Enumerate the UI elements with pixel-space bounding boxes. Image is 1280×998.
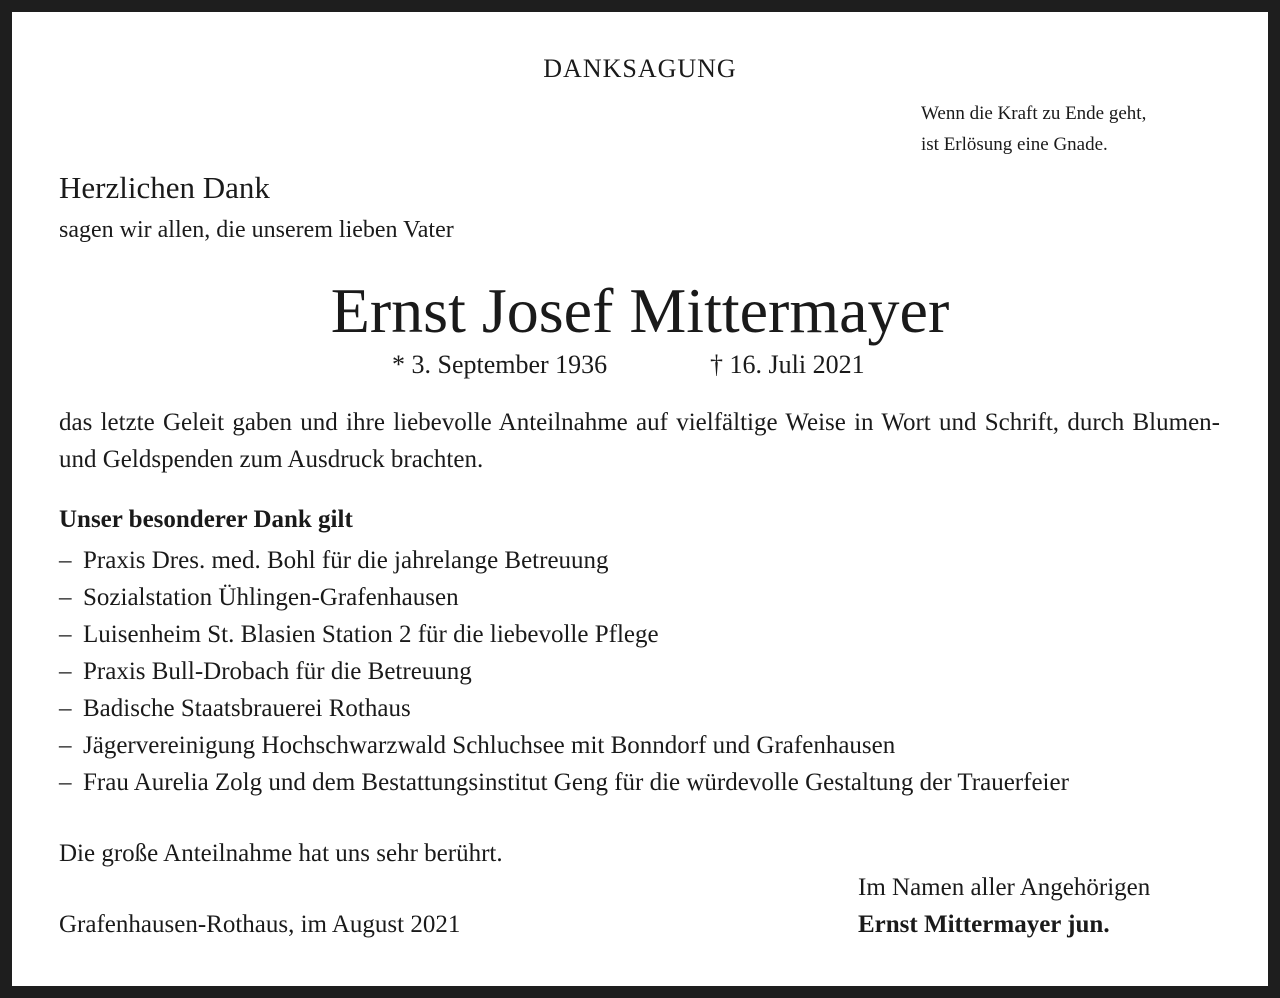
- signoff-line: Im Namen aller Angehörigen: [858, 874, 1151, 901]
- deceased-name: Ernst Josef Mittermayer: [330, 275, 950, 346]
- special-thanks-list: [59, 542, 1220, 801]
- birth-date: * 3. September 1936: [392, 350, 608, 379]
- list-dash: –: [59, 547, 72, 574]
- list-item-text: Jägervereinigung Hochschwarzwald Schluchsee mit Bonndorf und Grafenhausen: [83, 732, 896, 759]
- list-item: [59, 653, 1220, 690]
- place-and-date: Grafenhausen-Rothaus, im August 2021: [59, 911, 461, 938]
- list-item: [59, 542, 1220, 579]
- list-item: [59, 727, 1220, 764]
- list-dash: –: [59, 732, 72, 759]
- list-item: [59, 690, 1220, 727]
- list-item-text: Praxis Bull-Drobach für die Betreuung: [83, 658, 472, 685]
- list-dash: –: [59, 621, 72, 648]
- thanks-title: Herzlichen Dank: [59, 170, 270, 205]
- list-item: [59, 579, 1220, 616]
- signer-name: Ernst Mittermayer jun.: [858, 911, 1110, 938]
- thanks-body-text: das letzte Geleit gaben und ihre liebevolle Anteilnahme auf vielfältige Weise in Wort und Schrift, durch Blumen- und Geldspenden zum Ausdruck brachten.: [59, 409, 1220, 473]
- special-thanks-heading: Unser besonderer Dank gilt: [59, 506, 353, 533]
- thanks-subtitle: sagen wir allen, die unserem lieben Vater: [59, 217, 454, 243]
- list-item-text: Praxis Dres. med. Bohl für die jahrelange Betreuung: [83, 547, 609, 574]
- list-dash: –: [59, 584, 72, 611]
- list-dash: –: [59, 658, 72, 685]
- list-item-text: Sozialstation Ühlingen-Grafenhausen: [83, 584, 459, 611]
- death-date: † 16. Juli 2021: [710, 350, 865, 379]
- list-dash: –: [59, 695, 72, 722]
- list-item: [59, 764, 1220, 801]
- list-item-text: Frau Aurelia Zolg und dem Bestattungsinstitut Geng für die würdevolle Gestaltung der Trauerfeier: [83, 769, 1069, 796]
- motto-quote: [921, 98, 1146, 160]
- closing-sentence: Die große Anteilnahme hat uns sehr berührt.: [59, 840, 503, 867]
- motto-line-1: Wenn die Kraft zu Ende geht,: [921, 103, 1147, 124]
- list-item-text: Badische Staatsbrauerei Rothaus: [83, 695, 411, 722]
- list-item: [59, 616, 1220, 653]
- list-dash: –: [59, 769, 72, 796]
- motto-line-2: ist Erlösung eine Gnade.: [921, 134, 1108, 155]
- notice-heading: DANKSAGUNG: [543, 54, 737, 83]
- list-item-text: Luisenheim St. Blasien Station 2 für die liebevolle Pflege: [83, 621, 659, 648]
